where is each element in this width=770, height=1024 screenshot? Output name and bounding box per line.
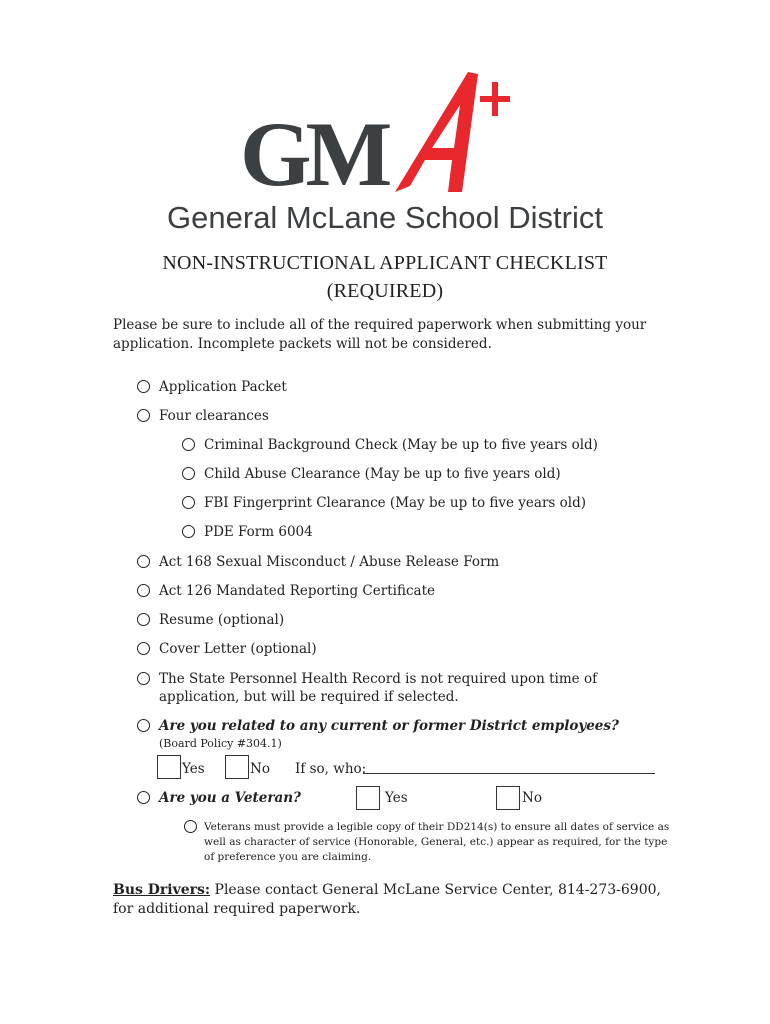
veteran-yes-checkbox[interactable] (356, 786, 380, 810)
board-policy-note: (Board Policy #304.1) (159, 737, 282, 750)
if-so-label: If so, who: (295, 761, 367, 777)
circle-bullet-icon (182, 525, 195, 538)
veteran-no-checkbox[interactable] (496, 786, 520, 810)
circle-bullet-icon (137, 719, 150, 732)
circle-bullet-icon (137, 642, 150, 655)
related-yes-label: Yes (182, 761, 205, 777)
item-application-packet[interactable]: Application Packet (159, 378, 287, 396)
veteran-note: Veterans must provide a legible copy of their DD214(s) to ensure all dates of service as well as character of service (Honorable, General, etc.) appear as required, for the type of preference you are claiming. (204, 821, 670, 863)
item-criminal-check[interactable]: Criminal Background Check (May be up to five years old) (204, 436, 598, 454)
logo-plus-mark (480, 82, 510, 116)
logo-a-mark (395, 72, 478, 192)
bus-drivers-note (113, 881, 673, 919)
circle-bullet-icon (137, 584, 150, 597)
intro-text: Please be sure to include all of the required paperwork when submitting your application. Incomplete packets will not be considered. (113, 317, 647, 352)
page-title-line1: NON-INSTRUCTIONAL APPLICANT CHECKLIST (162, 252, 608, 274)
circle-bullet-icon (182, 467, 195, 480)
page-title-line2: (REQUIRED) (326, 280, 444, 302)
veteran-yes-label: Yes (385, 790, 408, 806)
related-name-field[interactable] (363, 773, 655, 774)
circle-bullet-icon (137, 555, 150, 568)
circle-bullet-icon (182, 438, 195, 451)
circle-bullet-icon (137, 409, 150, 422)
item-act126[interactable]: Act 126 Mandated Reporting Certificate (159, 582, 435, 600)
item-fbi-clearance[interactable]: FBI Fingerprint Clearance (May be up to five years old) (204, 494, 586, 512)
circle-bullet-icon (137, 791, 150, 804)
logo-gm-text: GM (240, 103, 387, 205)
item-cover-letter[interactable]: Cover Letter (optional) (159, 640, 317, 658)
bus-drivers-text: Please contact General McLane Service Center, 814-273-6900, for additional required paperwork. (113, 882, 661, 917)
item-four-clearances[interactable]: Four clearances (159, 407, 269, 425)
veteran-question: Are you a Veteran? (159, 789, 301, 807)
related-no-checkbox[interactable] (225, 755, 249, 779)
veteran-no-label: No (522, 790, 542, 806)
item-health-record[interactable]: The State Personnel Health Record is not required upon time of application, but will be required if selected. (159, 670, 664, 706)
bus-drivers-label: Bus Drivers: (113, 882, 211, 898)
circle-bullet-icon (137, 380, 150, 393)
circle-bullet-icon (182, 496, 195, 509)
district-name: General McLane School District (167, 200, 603, 235)
district-logo (0, 60, 770, 250)
related-no-label: No (250, 761, 270, 777)
circle-bullet-icon (137, 613, 150, 626)
related-question: Are you related to any current or former District employees? (159, 717, 619, 735)
related-yes-checkbox[interactable] (157, 755, 181, 779)
item-child-abuse[interactable]: Child Abuse Clearance (May be up to five years old) (204, 465, 561, 483)
item-pde-form[interactable]: PDE Form 6004 (204, 523, 313, 541)
item-act168[interactable]: Act 168 Sexual Misconduct / Abuse Release Form (159, 553, 499, 571)
item-resume[interactable]: Resume (optional) (159, 611, 284, 629)
circle-bullet-icon (137, 672, 150, 685)
circle-bullet-icon (184, 820, 197, 833)
